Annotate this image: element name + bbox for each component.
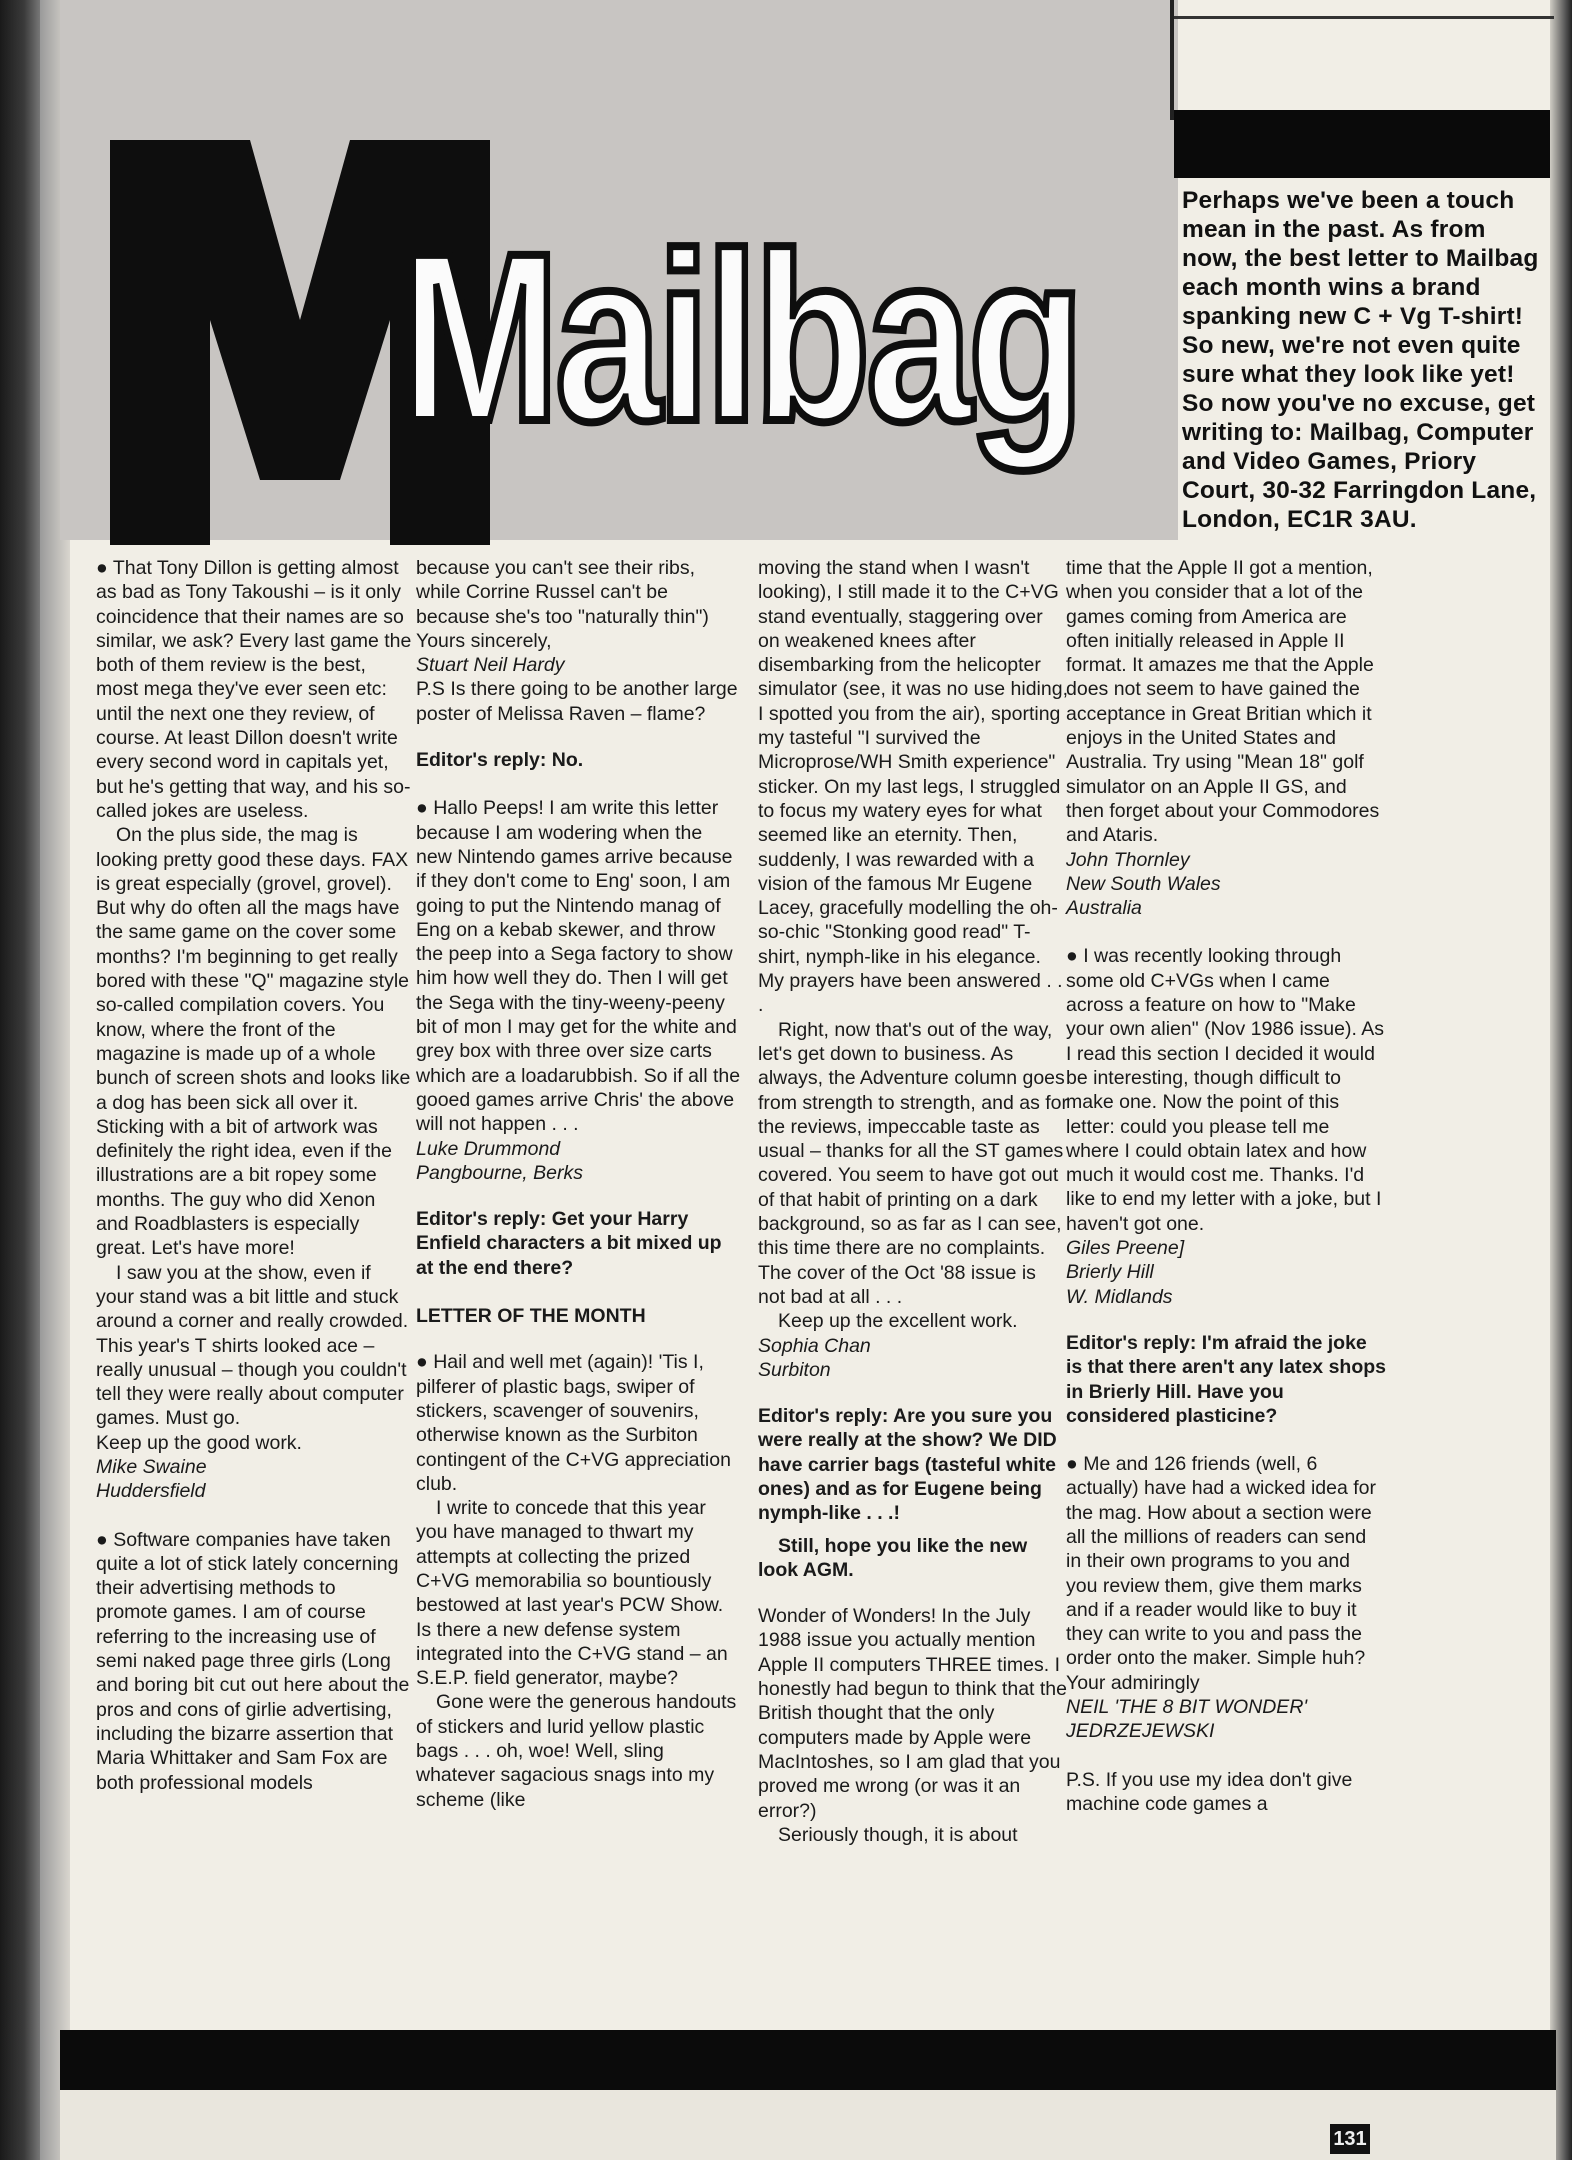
signature: Huddersfield [96,1480,206,1503]
letter-paragraph: I write to concede that this year you have managed to thwart my attempts at collecting the prized C+VG memorabilia so bountiously bestowed at last year's PCW Show. Is there a new defense system integrated into the C+VG stand – an S.E.P. field generator, maybe? [416,1497,728,1690]
column-1 [96,556,412,1795]
page-number: 131 [1330,2124,1370,2154]
binding-spine [0,0,40,2160]
letter-paragraph: ● Hallo Peeps! I am write this letter because I am wodering when the new Nintendo games arrive because if they don't come to Eng' soon, I am going to put the Nintendo manag of Eng on a kebab skewer, and throw the peep into a Sega factory to show him how well they do. Then I will get the Sega with the tiny-weeny-peeny bit of mon I may get for the white and grey box with three over size carts which are a loadarubbish. So if all the gooed games arrive Chris' the above will not happen . . . [416,797,741,1136]
letter-paragraph: ● Me and 126 friends (well, 6 actually) have had a wicked idea for the mag. How about a section were all the millions of readers can send in their own programs to you and you review them, give them marks and if a reader would like to buy it they can write to you and pass the order onto the maker. Simple huh? [1066,1453,1377,1670]
signature: JEDRZEJEWSKI [1066,1720,1215,1743]
signature: Brierly Hill [1066,1261,1154,1284]
letter-paragraph: Wonder of Wonders! In the July 1988 issue you actually mention Apple II computers THREE times. I honestly had begun to think that the British thought that the only computers made by Apple were MacIntoshes, so I am glad that you proved me wrong (or was it an error?) [758,1605,1067,1822]
letter-paragraph: moving the stand when I wasn't looking), I still made it to the C+VG stand eventually, staggering over on weakened knees after disembarking from the helicopter simulator (see, it was no use hiding, I spotted you from the air), sporting my tasteful "I survived the Microprose/WH Smith experience" sticker. On my last legs, I struggled to focus my watery eyes for what seemed like an eternity. Then, suddenly, I was rewarded with a vision of the famous Mr Eugene Lacey, gracefully modelling the oh-so-chic "Stonking good read" T-shirt, nymph-like in his elegance. My prayers have been answered . . . [758,557,1068,1017]
letter-paragraph: Yours sincerely, [416,629,552,652]
letter-paragraph: Gone were the generous handouts of stickers and lurid yellow plastic bags . . . oh, woe! Well, sling whatever sagacious snags into my scheme (like [416,1691,737,1811]
signature: Mike Swaine [96,1455,207,1478]
section-heading: LETTER OF THE MONTH [416,1305,646,1328]
signature: W. Midlands [1066,1285,1173,1308]
signature: Luke Drummond [416,1137,561,1160]
signature: Surbiton [758,1358,831,1381]
signature: Australia [1066,897,1142,920]
letter-paragraph: Seriously though, it is about [778,1823,1018,1846]
promo-text: Perhaps we've been a touch mean in the past. As from now, the best letter to Mailbag each month wins a brand spanking new C + Vg T-shirt! So new, we're not even quite sure what they look like yet! So now you've no excuse, get writing to: Mailbag, Computer and Video Games, Priory Court, 30-32 Farringdon Lane, London, EC1R 3AU. [1182,187,1539,533]
editor-reply: Editor's reply: Are you sure you were really at the show? We DID have carrier bags (tasteful white ones) and as for Eugene being nymph-like . . .! [758,1405,1057,1525]
editor-reply: Editor's reply: Get your Harry Enfield characters a bit mixed up at the end there? [416,1208,722,1279]
mailbag-logo [100,120,1090,550]
letter-paragraph: P.S Is there going to be another large poster of Melissa Raven – flame? [416,678,738,725]
signature: New South Wales [1066,872,1221,895]
letter-paragraph: Keep up the excellent work. [778,1310,1018,1333]
letter-paragraph: ● I was recently looking through some old C+VGs when I came across a feature on how to "Make your own alien" (Nov 1986 issue). As I read this section I decided it would be interesting, though difficult to make one. Now the point of this letter: could you please tell me where I could obtain latex and how much it would cost me. Thanks. I'd like to end my letter with a joke, but I haven't got one. [1066,945,1384,1235]
black-band [1174,110,1550,178]
column-2 [416,556,742,1812]
signature: John Thornley [1066,848,1190,871]
letter-paragraph: ● Hail and well met (again)! 'Tis I, pilferer of plastic bags, swiper of stickers, scavenger of souvenirs, otherwise known as the Surbiton contingent of the C+VG appreciation club. [416,1351,731,1495]
editor-reply: Editor's reply: I'm afraid the joke is that there aren't any latex shops in Brierly Hill. Have you considered plasticine? [1066,1331,1386,1427]
footer-band [60,2030,1556,2090]
letter-paragraph: ● Software companies have taken quite a lot of stick lately concerning their advertising methods to promote games. I am of course referring to the increasing use of semi naked page three girls (Long and boring bit cut out here about the pros and cons of girlie advertising, including the bizarre assertion that Maria Whittaker and Sam Fox are both professional models [96,1528,410,1794]
letter-paragraph: On the plus side, the mag is looking pretty good these days. FAX is great especially (grovel, grovel). But why do often all the mags have the same game on the cover some months? I'm beginning to get really bored with these "Q" magazine style so-called compilation covers. You know, where the front of the magazine is made up of a whole bunch of screen shots and looks like a dog has been sick all over it. Sticking with a bit of artwork was definitely the right idea, even if the illustrations are a bit ropey some months. The guy who did Xenon and Roadblasters is especially great. Let's have more! [96,824,411,1260]
top-rule [1174,16,1554,19]
column-4 [1066,556,1386,1816]
letter-paragraph: time that the Apple II got a mention, when you consider that a lot of the games coming from America are often initially released in Apple II format. It amazes me that the Apple does not seem to have gained the acceptance in Great Britian which it enjoys in the United States and Australia. Try using "Mean 18" golf simulator on an Apple II GS, and then forget about your Commodores and Ataris. [1066,557,1380,847]
signature: Pangbourne, Berks [416,1161,583,1184]
signature: Giles Preene] [1066,1237,1185,1260]
logo-text: Mailbag [400,203,1080,471]
page-edge [1550,0,1572,2160]
signature: Stuart Neil Hardy [416,654,565,677]
column-3 [758,556,1068,1847]
letter-paragraph: Keep up the good work. [96,1431,302,1454]
letter-paragraph: because you can't see their ribs, while Corrine Russel can't be because she's too "naturally thin") [416,557,709,628]
letter-paragraph: P.S. If you use my idea don't give machine code games a [1066,1768,1353,1815]
editor-reply: Still, hope you like the new look AGM. [758,1534,1028,1581]
editor-reply: Editor's reply: No. [416,749,584,772]
signature: NEIL 'THE 8 BIT WONDER' [1066,1696,1308,1719]
letter-paragraph: I saw you at the show, even if your stand was a bit little and stuck around a corner and really crowded. This year's T shirts looked ace – really unusual – though you couldn't tell they were really about computer games. Must go. [96,1261,409,1430]
letter-paragraph: ● That Tony Dillon is getting almost as bad as Tony Takoushi – is it only coincidence that their names are so similar, we ask? Every last game the both of them review is the best, most mega they've ever seen etc: until the next one they review, of course. At least Dillon doesn't write every second word in capitals yet, but he's getting that way, and his so-called jokes are useless. [96,557,412,822]
signature: Sophia Chan [758,1334,871,1357]
letter-paragraph: Your admiringly [1066,1671,1200,1694]
letter-paragraph: Right, now that's out of the way, let's get down to business. As always, the Adventure column goes from strength to strength, and as for the reviews, impeccable taste as usual – thanks for all the ST games covered. You seem to have got out of that habit of printing on a dark background, so as far as I can see, this time there are no complaints. The cover of the Oct '88 issue is not bad at all . . . [758,1018,1068,1308]
